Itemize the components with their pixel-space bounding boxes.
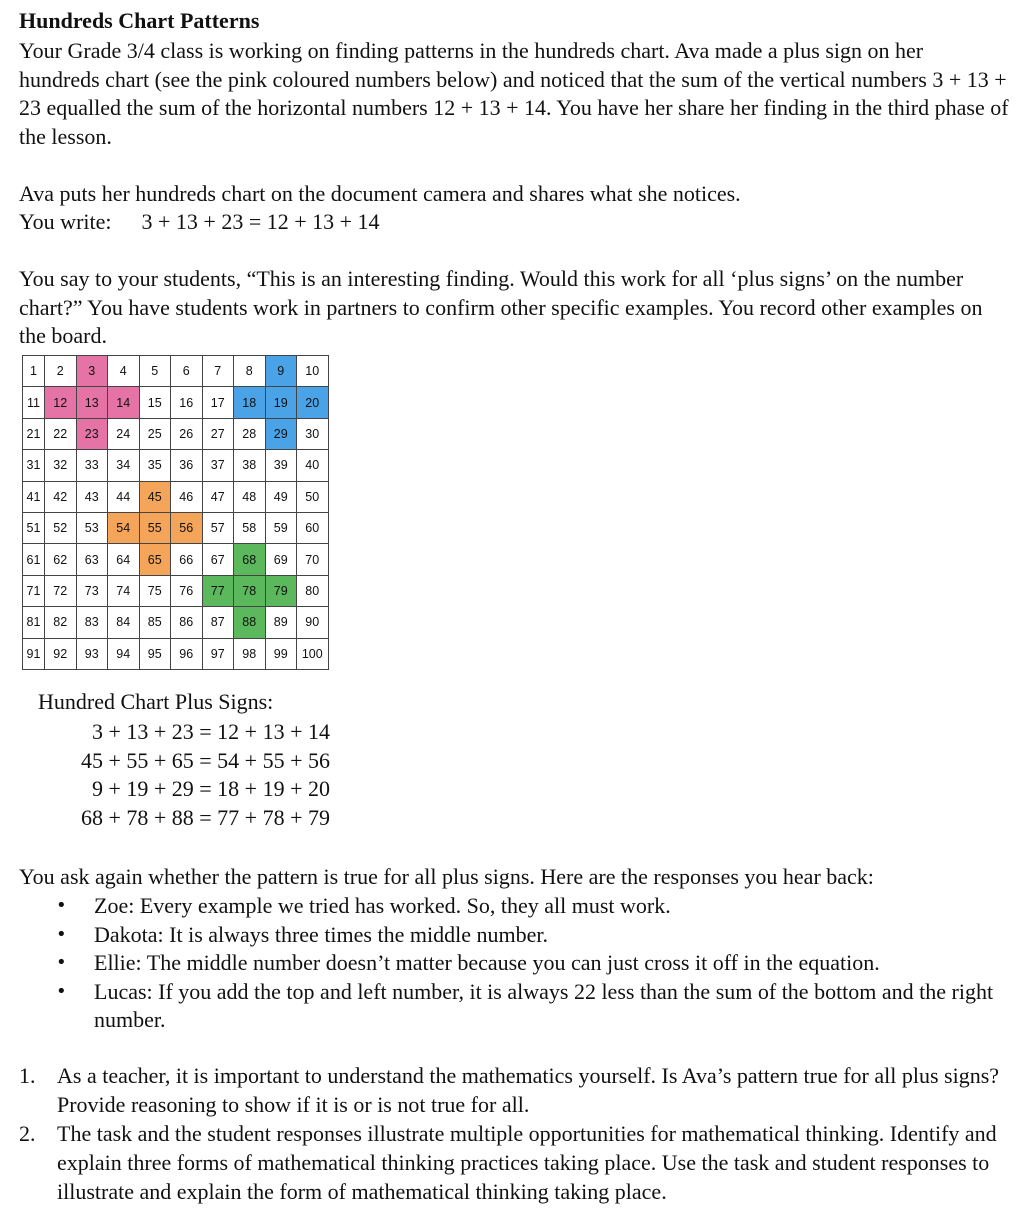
question-paragraph: You say to your students, “This is an interesting finding. Would this work for all ‘plus signs’ on the number chart?” You have students work in partners to confirm other specific examples. You record other examples on the board.	[19, 266, 983, 348]
question-text: As a teacher, it is important to understand the mathematics yourself. Is Ava’s pattern true for all plus signs? Provide reasoning to show if it is or is not true for all.	[57, 1063, 1000, 1117]
chart-cell-77: 77	[202, 575, 234, 606]
chart-cell-4: 4	[108, 356, 140, 387]
chart-cell-71: 71	[23, 575, 45, 606]
chart-cell-1: 1	[23, 356, 45, 387]
intro-paragraph: Your Grade 3/4 class is working on finding patterns in the hundreds chart. Ava made a plus sign on her hundreds chart (see the pink coloured numbers below) and noticed that the sum of the vertical numbers 3 + 13 + 23 equalled the sum of the horizontal numbers 12 + 13 + 14. You have her share her finding in the third phase of the lesson.	[19, 38, 1009, 149]
chart-cell-12: 12	[45, 387, 77, 418]
chart-cell-56: 56	[171, 512, 203, 543]
chart-cell-22: 22	[45, 418, 77, 449]
hundreds-chart	[22, 355, 329, 670]
chart-cell-86: 86	[171, 607, 203, 638]
chart-cell-58: 58	[234, 512, 266, 543]
chart-cell-74: 74	[108, 575, 140, 606]
chart-row	[23, 450, 329, 481]
question-item	[19, 1119, 1004, 1206]
chart-cell-64: 64	[108, 544, 140, 575]
chart-cell-44: 44	[108, 481, 140, 512]
chart-cell-91: 91	[23, 638, 45, 669]
chart-cell-59: 59	[265, 512, 297, 543]
response-lucas: • Lucas: If you add the top and left number, it is always 22 less than the sum of the bottom and the right number.	[56, 978, 996, 1035]
chart-cell-19: 19	[265, 387, 297, 418]
chart-row	[23, 575, 329, 606]
chart-row	[23, 481, 329, 512]
chart-cell-37: 37	[202, 450, 234, 481]
chart-cell-65: 65	[139, 544, 171, 575]
chart-cell-93: 93	[76, 638, 108, 669]
chart-row	[23, 607, 329, 638]
chart-cell-34: 34	[108, 450, 140, 481]
chart-cell-3: 3	[76, 356, 108, 387]
chart-cell-5: 5	[139, 356, 171, 387]
chart-cell-45: 45	[139, 481, 171, 512]
question-number: 1.	[19, 1063, 36, 1088]
chart-cell-28: 28	[234, 418, 266, 449]
chart-cell-26: 26	[171, 418, 203, 449]
question-item	[19, 1061, 1004, 1119]
chart-cell-40: 40	[297, 450, 329, 481]
chart-row	[23, 638, 329, 669]
chart-cell-95: 95	[139, 638, 171, 669]
chart-cell-75: 75	[139, 575, 171, 606]
question-text: The task and the student responses illustrate multiple opportunities for mathematical thinking. Identify and explain three forms of mathematical thinking practices taking place. Use the task and student responses to illustrate and explain the form of mathematical thinking taking place.	[57, 1121, 997, 1204]
response-zoe: • Zoe: Every example we tried has worked. So, they all must work.	[56, 892, 996, 921]
chart-cell-51: 51	[23, 512, 45, 543]
chart-cell-88: 88	[234, 607, 266, 638]
chart-cell-78: 78	[234, 575, 266, 606]
chart-cell-24: 24	[108, 418, 140, 449]
chart-cell-81: 81	[23, 607, 45, 638]
chart-cell-82: 82	[45, 607, 77, 638]
chart-cell-63: 63	[76, 544, 108, 575]
chart-cell-67: 67	[202, 544, 234, 575]
response-dakota: • Dakota: It is always three times the middle number.	[56, 921, 996, 950]
chart-cell-99: 99	[265, 638, 297, 669]
chart-cell-54: 54	[108, 512, 140, 543]
chart-cell-87: 87	[202, 607, 234, 638]
chart-cell-76: 76	[171, 575, 203, 606]
chart-cell-2: 2	[45, 356, 77, 387]
chart-cell-32: 32	[45, 450, 77, 481]
chart-cell-35: 35	[139, 450, 171, 481]
chart-cell-60: 60	[297, 512, 329, 543]
chart-cell-100: 100	[297, 638, 329, 669]
plus-signs-title: Hundred Chart Plus Signs:	[38, 689, 274, 714]
document-title: Hundreds Chart Patterns	[19, 8, 260, 33]
chart-cell-57: 57	[202, 512, 234, 543]
chart-cell-27: 27	[202, 418, 234, 449]
chart-cell-29: 29	[265, 418, 297, 449]
chart-row	[23, 356, 329, 387]
chart-cell-13: 13	[76, 387, 108, 418]
chart-cell-69: 69	[265, 544, 297, 575]
chart-row	[23, 418, 329, 449]
chart-cell-48: 48	[234, 481, 266, 512]
chart-cell-25: 25	[139, 418, 171, 449]
chart-cell-41: 41	[23, 481, 45, 512]
write-equation: 3 + 13 + 23 = 12 + 13 + 14	[141, 209, 380, 234]
chart-cell-38: 38	[234, 450, 266, 481]
chart-cell-33: 33	[76, 450, 108, 481]
plus-sign-equation: 45 + 55 + 65 = 54 + 55 + 56	[80, 747, 330, 773]
chart-cell-10: 10	[297, 356, 329, 387]
chart-cell-84: 84	[108, 607, 140, 638]
chart-cell-85: 85	[139, 607, 171, 638]
chart-cell-83: 83	[76, 607, 108, 638]
chart-cell-23: 23	[76, 418, 108, 449]
chart-cell-94: 94	[108, 638, 140, 669]
plus-sign-equation: 68 + 78 + 88 = 77 + 78 + 79	[80, 805, 330, 831]
chart-cell-68: 68	[234, 544, 266, 575]
question-list	[19, 1061, 1004, 1206]
chart-cell-70: 70	[297, 544, 329, 575]
chart-cell-16: 16	[171, 387, 203, 418]
write-line	[19, 208, 380, 237]
share-paragraph: Ava puts her hundreds chart on the document camera and shares what she notices.	[19, 181, 741, 206]
write-label: You write:	[19, 209, 112, 234]
chart-cell-62: 62	[45, 544, 77, 575]
chart-row	[23, 544, 329, 575]
chart-cell-66: 66	[171, 544, 203, 575]
chart-cell-42: 42	[45, 481, 77, 512]
chart-cell-92: 92	[45, 638, 77, 669]
chart-cell-80: 80	[297, 575, 329, 606]
chart-cell-90: 90	[297, 607, 329, 638]
chart-cell-39: 39	[265, 450, 297, 481]
chart-cell-50: 50	[297, 481, 329, 512]
chart-cell-20: 20	[297, 387, 329, 418]
chart-cell-46: 46	[171, 481, 203, 512]
chart-cell-96: 96	[171, 638, 203, 669]
question-number: 2.	[19, 1121, 36, 1146]
chart-cell-97: 97	[202, 638, 234, 669]
plus-signs-list	[38, 718, 330, 833]
chart-cell-14: 14	[108, 387, 140, 418]
chart-cell-43: 43	[76, 481, 108, 512]
chart-cell-31: 31	[23, 450, 45, 481]
chart-cell-61: 61	[23, 544, 45, 575]
chart-cell-49: 49	[265, 481, 297, 512]
chart-cell-9: 9	[265, 356, 297, 387]
chart-cell-89: 89	[265, 607, 297, 638]
chart-cell-18: 18	[234, 387, 266, 418]
chart-row	[23, 512, 329, 543]
responses-intro: You ask again whether the pattern is true for all plus signs. Here are the responses you hear back:	[19, 864, 874, 889]
chart-cell-52: 52	[45, 512, 77, 543]
chart-cell-53: 53	[76, 512, 108, 543]
chart-cell-73: 73	[76, 575, 108, 606]
student-responses	[56, 892, 996, 1035]
chart-cell-36: 36	[171, 450, 203, 481]
chart-cell-7: 7	[202, 356, 234, 387]
chart-cell-72: 72	[45, 575, 77, 606]
chart-cell-98: 98	[234, 638, 266, 669]
chart-cell-17: 17	[202, 387, 234, 418]
chart-cell-6: 6	[171, 356, 203, 387]
chart-cell-11: 11	[23, 387, 45, 418]
chart-cell-47: 47	[202, 481, 234, 512]
response-ellie: • Ellie: The middle number doesn’t matter because you can just cross it off in the equation.	[56, 949, 996, 978]
chart-cell-30: 30	[297, 418, 329, 449]
chart-cell-15: 15	[139, 387, 171, 418]
chart-cell-21: 21	[23, 418, 45, 449]
plus-sign-equation: 3 + 13 + 23 = 12 + 13 + 14	[91, 719, 330, 744]
plus-sign-equation: 9 + 19 + 29 = 18 + 19 + 20	[91, 776, 330, 802]
chart-cell-79: 79	[265, 575, 297, 606]
chart-cell-55: 55	[139, 512, 171, 543]
chart-row	[23, 387, 329, 418]
chart-cell-8: 8	[234, 356, 266, 387]
